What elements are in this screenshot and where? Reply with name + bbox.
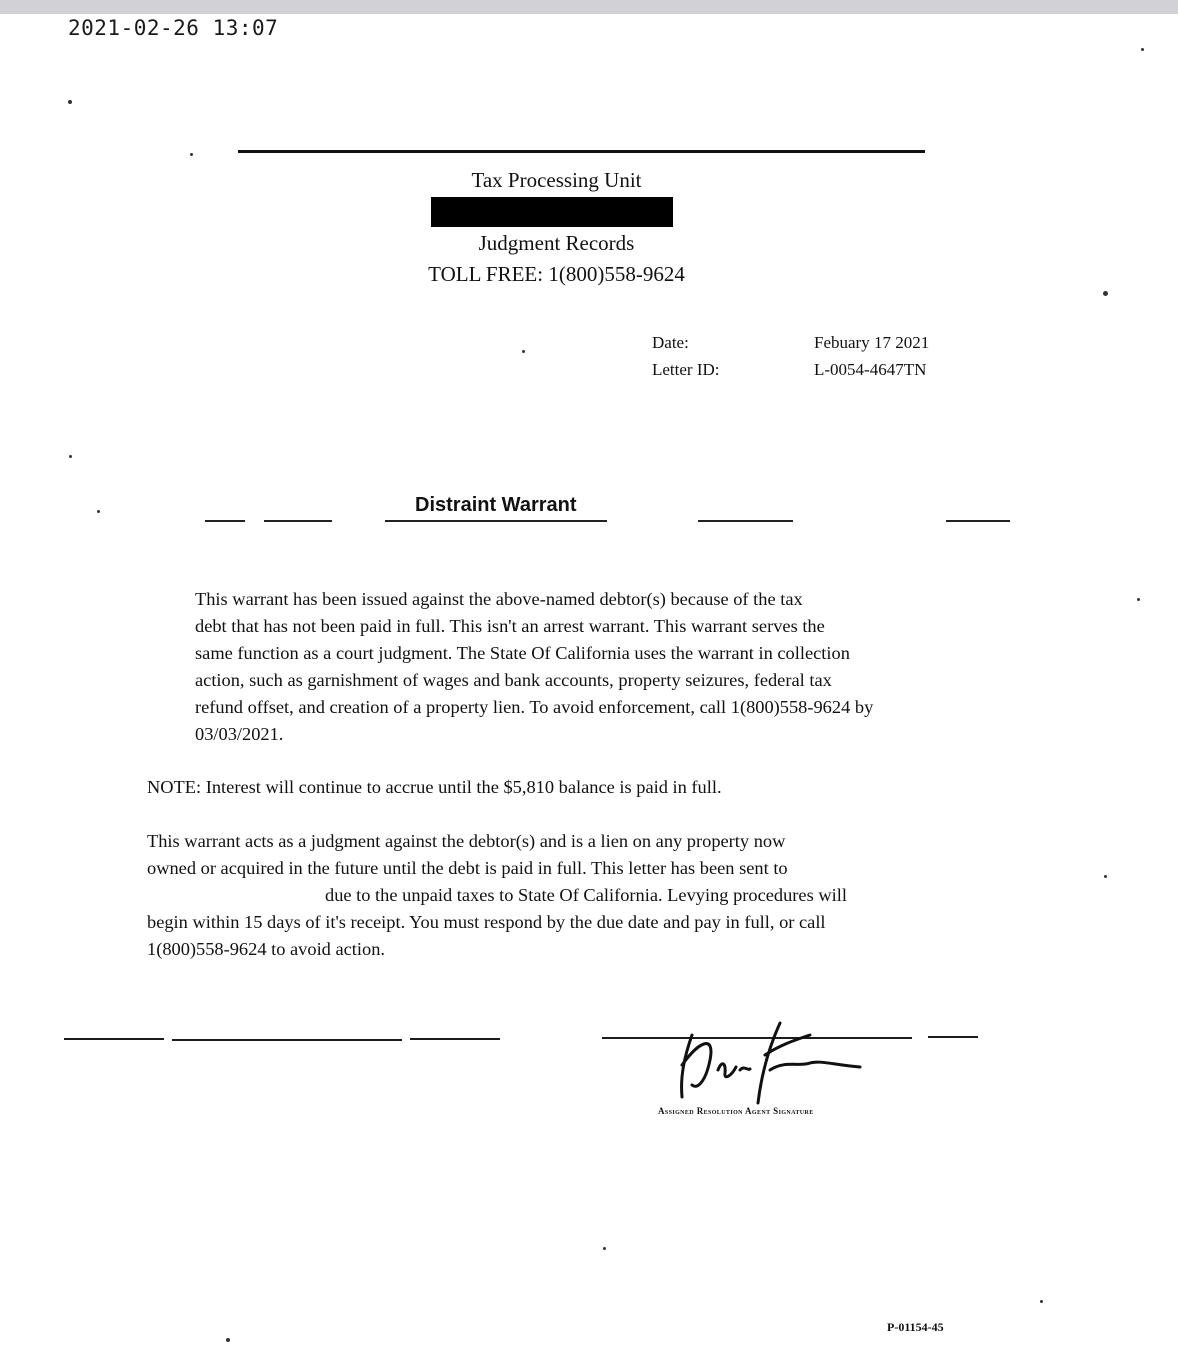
scan-speck bbox=[522, 350, 525, 353]
scan-speck bbox=[1141, 48, 1144, 51]
unit-name: Tax Processing Unit bbox=[471, 168, 642, 192]
scan-speck bbox=[190, 153, 193, 156]
title-rule-segment bbox=[946, 520, 1010, 522]
signature-caption: Assigned Resolution Agent Signature bbox=[658, 1106, 814, 1116]
paragraph-line: 03/03/2021. bbox=[195, 724, 284, 744]
title-rule-segment bbox=[698, 520, 793, 522]
paragraph-line: This warrant acts as a judgment against the debtor(s) and is a lien on any property now bbox=[147, 831, 786, 851]
paragraph-line: 1(800)558-9624 to avoid action. bbox=[147, 939, 386, 959]
signature-rule-segment bbox=[410, 1038, 500, 1040]
scan-speck bbox=[603, 1247, 606, 1250]
paragraph-line: action, such as garnishment of wages and bank accounts, property seizures, federal tax bbox=[195, 670, 832, 690]
department-name: Judgment Records bbox=[478, 231, 635, 255]
date-label: Date: bbox=[652, 333, 689, 352]
scan-speck bbox=[69, 455, 72, 458]
paragraph-line: refund offset, and creation of a property lien. To avoid enforcement, call 1(800)558-9624 by bbox=[195, 697, 874, 717]
date-value: Febuary 17 2021 bbox=[814, 333, 930, 352]
scan-speck bbox=[1040, 1300, 1043, 1303]
signature-rule-segment bbox=[64, 1038, 164, 1040]
interest-note bbox=[147, 774, 957, 801]
window-top-edge bbox=[0, 0, 1178, 14]
toll-free-number: TOLL FREE: 1(800)558-9624 bbox=[428, 262, 685, 286]
letter-id-value: L-0054-4647TN bbox=[814, 360, 927, 379]
signature-rule-segment bbox=[928, 1036, 978, 1038]
document-title: Distraint Warrant bbox=[415, 494, 577, 516]
paragraph-line: NOTE: Interest will continue to accrue until the $5,810 balance is paid in full. bbox=[147, 777, 722, 797]
scan-speck bbox=[1137, 598, 1140, 601]
form-code: P-01154-45 bbox=[887, 1320, 944, 1334]
paragraph-line: due to the unpaid taxes to State Of California. Levying procedures will bbox=[325, 885, 847, 905]
title-rule-segment bbox=[205, 520, 245, 522]
scan-speck bbox=[226, 1338, 230, 1342]
paragraph-line: This warrant has been issued against the above-named debtor(s) because of the tax bbox=[195, 589, 803, 609]
scan-speck bbox=[1104, 875, 1107, 878]
fax-timestamp: 2021-02-26 13:07 bbox=[68, 16, 279, 40]
paragraph-line: begin within 15 days of it's receipt. You must respond by the due date and pay in full, or call bbox=[147, 912, 826, 932]
title-rule-segment bbox=[264, 520, 332, 522]
paragraph-line: owned or acquired in the future until the debt is paid in full. This letter has been sent to bbox=[147, 858, 788, 878]
letter-id-label: Letter ID: bbox=[652, 360, 720, 379]
scan-speck bbox=[1103, 291, 1108, 296]
paragraph-line: same function as a court judgment. The State Of California uses the warrant in collection bbox=[195, 643, 850, 663]
scan-speck bbox=[97, 510, 100, 513]
paragraph-line: debt that has not been paid in full. This isn't an arrest warrant. This warrant serves the bbox=[195, 616, 825, 636]
warrant-paragraph bbox=[147, 586, 957, 748]
redacted-block bbox=[431, 197, 673, 227]
signature-rule-segment bbox=[172, 1039, 402, 1041]
letterhead-rule bbox=[238, 150, 925, 153]
scan-speck bbox=[68, 100, 72, 104]
lien-paragraph bbox=[147, 828, 957, 963]
title-rule-segment bbox=[385, 520, 607, 522]
agent-signature bbox=[670, 1015, 870, 1110]
